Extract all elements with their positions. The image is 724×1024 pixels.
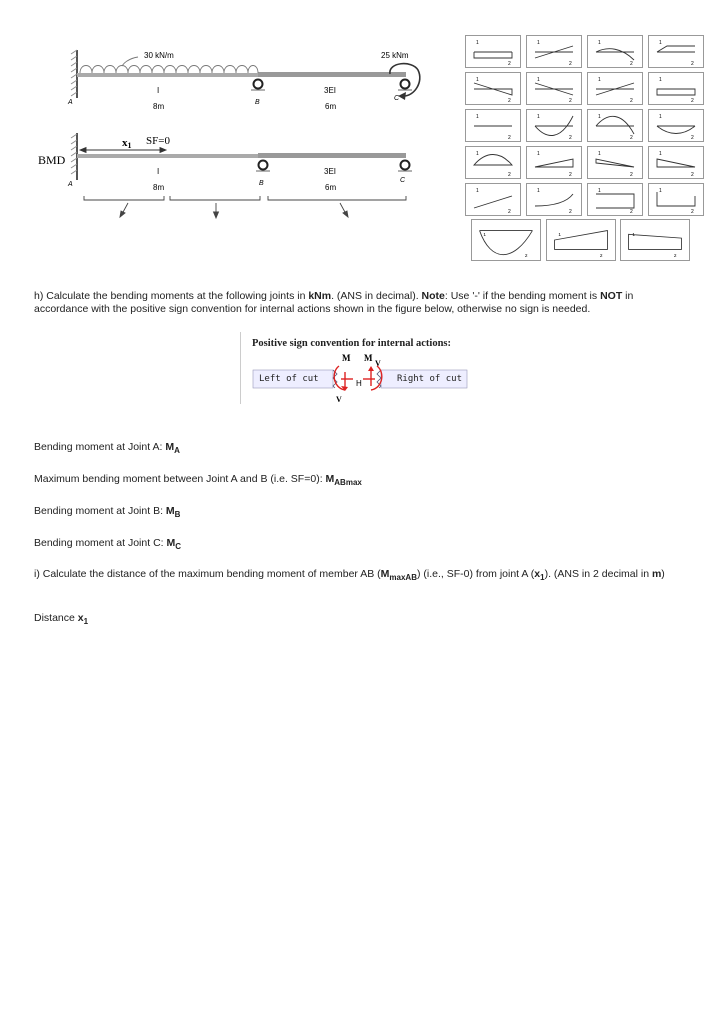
tile-label-1: 1 [659, 151, 662, 157]
sc-m-left: M [342, 353, 351, 363]
bmd-option-tile[interactable] [526, 72, 582, 105]
tile-label-1: 1 [598, 188, 601, 194]
udl-label: 30 kN/m [144, 51, 174, 60]
tile-label-1: 1 [476, 77, 479, 83]
sign-convention-figure [240, 332, 491, 404]
bmd-option-tile[interactable] [587, 109, 643, 142]
tile-label-2: 2 [691, 98, 694, 104]
tile-label-1: 1 [659, 40, 662, 46]
bmd-option-tile[interactable] [465, 35, 521, 68]
tile-label-1: 1 [659, 188, 662, 194]
moment-label: 25 kNm [381, 51, 409, 60]
tile-label-2: 2 [569, 135, 572, 141]
fixed-support-a-bmd [71, 133, 77, 180]
answer-mabmax[interactable]: Maximum bending moment between Joint A and B (i.e. SF=0): $M_{ABmax}$ [34, 473, 362, 488]
bmd-option-tile[interactable] [526, 146, 582, 179]
bmd-option-tile[interactable] [587, 146, 643, 179]
tile-label-2: 2 [599, 254, 603, 259]
bmd-option-tile[interactable] [648, 146, 704, 179]
question-h: h) Calculate the bending moments at the following joints in kNm. (ANS in decimal). Note: Use '-' if the bending moment is NOT in accordance with the positive sign convention for internal actions shown in the figure below, otherwise no sign is needed. [34, 290, 634, 315]
tile-label-1: 1 [476, 151, 479, 157]
bmd-option-tile[interactable] [465, 72, 521, 105]
sc-m-right: M [364, 353, 373, 363]
tile-label-1: 1 [659, 114, 662, 120]
tile-label-2: 2 [691, 61, 694, 67]
joint-a-top: A [68, 99, 73, 106]
tile-label-2: 2 [630, 135, 633, 141]
bmd-option-tile-large[interactable] [471, 219, 541, 261]
tile-label-2: 2 [569, 172, 572, 178]
tile-label-1: 1 [558, 233, 561, 239]
beam-ab-bmd [77, 154, 258, 158]
tile-label-2: 2 [508, 98, 511, 104]
tile-label-2: 2 [691, 135, 694, 141]
bmd-option-tile[interactable] [465, 109, 521, 142]
bmd-option-tile[interactable] [587, 183, 643, 216]
tile-label-1: 1 [598, 151, 601, 157]
joint-c-top: C [394, 95, 400, 102]
bmd-option-tile[interactable] [465, 146, 521, 179]
tile-label-2: 2 [630, 98, 633, 104]
answer-ma[interactable]: Bending moment at Joint A: $M_A$ [34, 441, 180, 456]
beam-bc-bmd [258, 153, 406, 158]
beam-bc-top [258, 72, 406, 77]
bmd-option-tile[interactable] [648, 183, 704, 216]
tile-label-2: 2 [691, 209, 694, 215]
tile-label-1: 1 [659, 77, 662, 83]
joint-b-bmd: B [259, 180, 264, 187]
question-i: i) Calculate the distance of the maximum bending moment of member AB $(M_{maxAB})$ (i.e., SF-0) from joint A $(x_1)$. (ANS in 2 decimal in m) [34, 568, 665, 583]
tile-label-1: 1 [476, 188, 479, 194]
sign-convention-title: Positive sign convention for internal actions: [252, 338, 452, 349]
right-of-cut-label: Right of cut [397, 374, 463, 384]
beam-ab-top [77, 73, 258, 77]
bmd-option-tile[interactable] [648, 72, 704, 105]
tile-label-1: 1 [476, 114, 479, 120]
bmd-option-tile[interactable] [587, 72, 643, 105]
ei-right-top: 3EI [324, 86, 337, 95]
tile-label-2: 2 [673, 254, 677, 259]
sc-v-bottom: V [336, 395, 342, 404]
ei-left-top: I [157, 86, 160, 95]
tile-label-1: 1 [476, 40, 479, 46]
tile-label-2: 2 [569, 61, 572, 67]
ei-right-bmd: 3EI [324, 167, 337, 176]
answer-distance-x1[interactable]: Distance $x_1$ [34, 612, 89, 627]
bmd-option-tile[interactable] [587, 35, 643, 68]
joint-c-bmd: C [400, 177, 406, 184]
span-right-top: 6m [325, 102, 337, 111]
tile-label-2: 2 [508, 209, 511, 215]
drop-zone-brackets[interactable] [84, 196, 406, 200]
fixed-support-a-top [71, 50, 77, 98]
tile-label-2: 2 [508, 135, 511, 141]
bmd-option-tile[interactable] [648, 109, 704, 142]
joint-b-top: B [255, 99, 260, 106]
bmd-option-tile[interactable] [526, 109, 582, 142]
bmd-option-tile[interactable] [526, 35, 582, 68]
tile-label-2: 2 [508, 172, 511, 178]
joint-a-bmd: A [68, 181, 73, 188]
span-right-bmd: 6m [325, 183, 337, 192]
beam-figure [30, 40, 430, 230]
tile-label-1: 1 [537, 114, 540, 120]
tile-label-1: 1 [598, 77, 601, 83]
tile-label-1: 1 [537, 151, 540, 157]
tile-label-1: 1 [598, 114, 601, 120]
tile-label-2: 2 [569, 98, 572, 104]
answer-mb[interactable]: Bending moment at Joint B: $M_B$ [34, 505, 181, 520]
tile-label-1: 1 [598, 40, 601, 46]
sc-h: H [356, 379, 362, 388]
tile-label-2: 2 [691, 172, 694, 178]
drop-zone-arrows [120, 203, 348, 218]
bmd-label: BMD [38, 153, 66, 167]
tile-label-2: 2 [630, 61, 633, 67]
tile-label-1: 1 [537, 77, 540, 83]
pin-support-b-top [251, 80, 265, 91]
tile-label-2: 2 [630, 209, 633, 215]
tile-label-2: 2 [630, 172, 633, 178]
answer-mc[interactable]: Bending moment at Joint C: $M_C$ [34, 537, 182, 552]
pin-support-c-top [398, 80, 412, 91]
span-left-top: 8m [153, 102, 165, 111]
sc-v-top: V [375, 359, 381, 368]
tile-label-1: 1 [537, 40, 540, 46]
bmd-option-tile-large[interactable] [546, 219, 616, 261]
bmd-option-tile[interactable] [526, 183, 582, 216]
pin-support-b-bmd [256, 161, 270, 172]
tile-label-1: 1 [483, 233, 486, 239]
tile-label-1: 1 [537, 188, 540, 194]
x1-label: x1 [122, 137, 132, 150]
bmd-option-tile[interactable] [648, 35, 704, 68]
pin-support-c-bmd [398, 161, 412, 172]
left-of-cut-label: Left of cut [259, 374, 319, 384]
tile-label-2: 2 [569, 209, 572, 215]
bmd-option-tile[interactable] [465, 183, 521, 216]
sf-zero-label: SF=0 [146, 135, 170, 147]
span-left-bmd: 8m [153, 183, 165, 192]
tile-label-2: 2 [524, 254, 528, 259]
ei-left-bmd: I [157, 167, 160, 176]
tile-label-2: 2 [508, 61, 511, 67]
bmd-option-tile-large[interactable] [620, 219, 690, 261]
tile-label-1: 1 [632, 233, 635, 239]
